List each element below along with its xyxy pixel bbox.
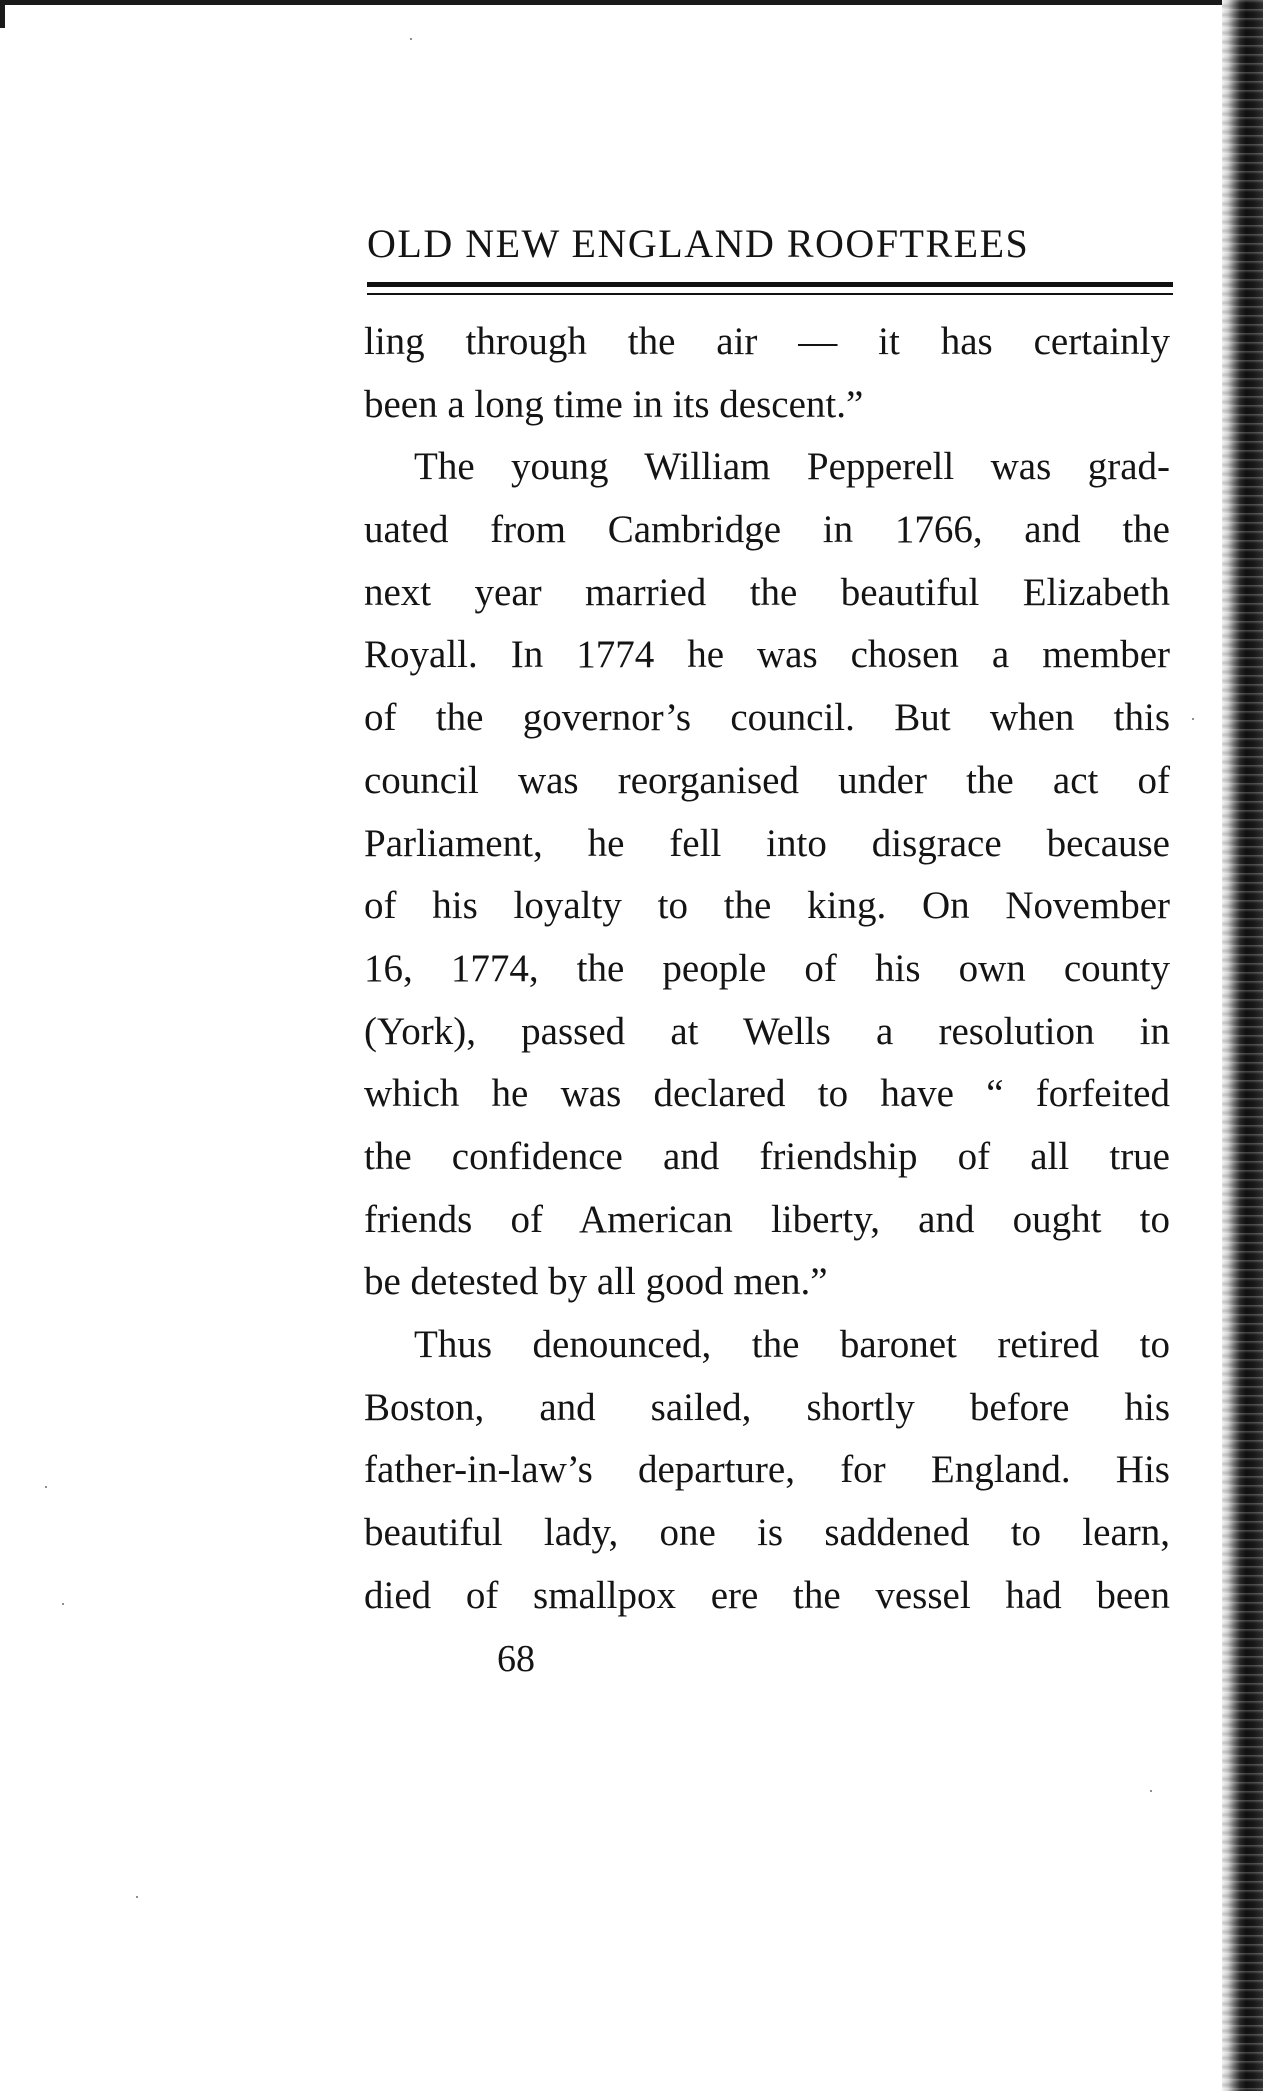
text-line: be detested by all good men.”: [364, 1260, 828, 1304]
text-line: been a long time in its descent.”: [364, 382, 864, 426]
body-text: [364, 311, 1170, 1627]
text-line: next year married the beautiful Elizabeth: [364, 570, 1170, 614]
text-line: beautiful lady, one is saddened to learn,: [364, 1511, 1170, 1555]
text-line: Royall. In 1774 he was chosen a member: [364, 633, 1170, 677]
text-line: died of smallpox ere the vessel had been: [364, 1573, 1170, 1617]
text-line: uated from Cambridge in 1766, and the: [364, 508, 1170, 552]
paper-speck: [136, 1896, 138, 1898]
text-line: friends of American liberty, and ought to: [364, 1197, 1170, 1241]
paper-speck: [1150, 1790, 1152, 1792]
running-head: OLD NEW ENGLAND ROOFTREES: [367, 221, 1030, 266]
text-line: council was reorganised under the act of: [364, 758, 1170, 802]
text-line: father-in-law’s departure, for England. His: [364, 1448, 1170, 1492]
page-number: 68: [497, 1638, 535, 1680]
text-line: the confidence and friendship of all true: [364, 1134, 1170, 1178]
paper-speck: [1192, 718, 1194, 720]
text-line: of the governor’s council. But when this: [364, 696, 1170, 740]
top-page-border: [0, 0, 1250, 5]
text-line: 16, 1774, the people of his own county: [364, 946, 1170, 990]
text-line: which he was declared to have “ forfeited: [364, 1072, 1170, 1116]
text-line: of his loyalty to the king. On November: [364, 884, 1170, 928]
top-left-corner-mark: [0, 0, 5, 28]
paragraph-first-line: The young William Pepperell was grad-: [414, 445, 1170, 489]
text-line: ling through the air — it has certainly: [364, 320, 1170, 363]
header-rule-thick: [367, 282, 1173, 287]
text-line: Boston, and sailed, shortly before his: [364, 1385, 1170, 1429]
paper-speck: [62, 1603, 64, 1605]
header-rule-thin: [367, 293, 1173, 295]
paper-speck: [410, 38, 412, 40]
book-spine-texture: [1222, 0, 1263, 2091]
text-line: (York), passed at Wells a resolution in: [364, 1009, 1170, 1053]
paragraph-first-line: Thus denounced, the baronet retired to: [414, 1323, 1170, 1366]
paper-speck: [45, 1486, 47, 1488]
text-line: Parliament, he fell into disgrace because: [364, 821, 1170, 865]
